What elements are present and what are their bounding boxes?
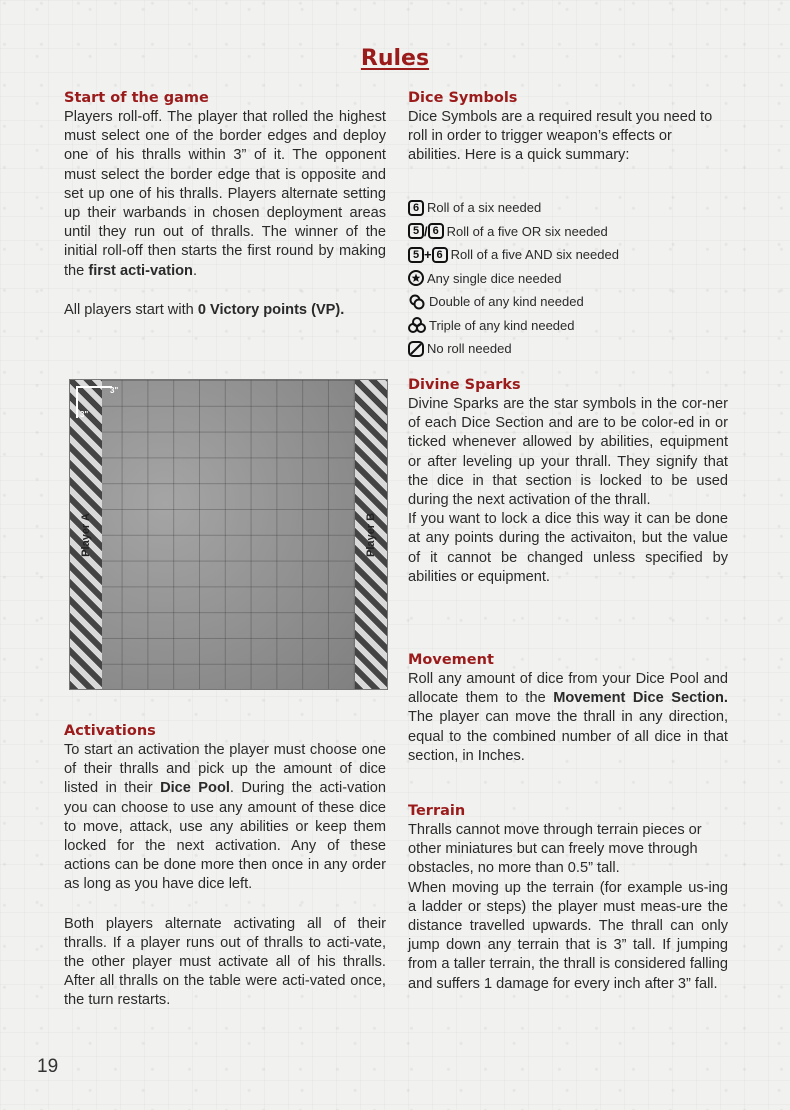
dice-heading: Dice Symbols [408,90,518,106]
any-dice-icon [408,270,424,286]
symbol-row: 5 / 6 Roll of a five OR six needed [408,220,619,244]
activations-text-1: To start an activation the player must choose one of their thralls and pick up the amount of dice listed in their Dice Pool. During the acti-vation you can choose to use any amount of these dice to move, attack, use any abilities or keep them locked for the next activation. Any of these actions can be done more then once in any order as long as you have dice left. [64,742,387,893]
terrain-heading: Terrain [408,803,466,819]
sparks-text-2: If you want to lock a dice this way it can be done at any points during the activaiton, but the value of it cannot be changed unless specified by abilities or equipment. [408,511,728,585]
player-a-label: Player A [79,512,92,557]
vp-text: All players start with 0 Victory points (VP). [64,301,345,318]
movement-heading: Movement [408,652,494,668]
dice-symbol-list [408,196,619,361]
start-text: Players roll-off. The player that rolled the highest must select one of the border edges and deploy one of his thralls within 3” of it. The opponent must select the border edge that is opposite and set up one of his thralls. Players alternate setting up their warbands in chosen deployment areas until they run out of thralls. The winner of the initial roll-off then starts the first round by making the first acti-vation. [64,109,386,279]
corner-label-top: 3" [110,386,119,395]
symbol-row: Any single dice needed [408,267,619,291]
six-dice-icon: 6 [408,200,424,216]
terrain-text-2: When moving up the terrain (for example us-ing a ladder or steps) the player must meas-ure the distance travelled upwards. The thrall can only jump down any terrain that is 3” tall. If jumping from a taller terrain, the thrall is considered falling and suffers 1 damage for every inch after 3” fall. [408,879,728,992]
symbol-row: 6 Roll of a six needed [408,196,619,220]
symbol-row: 5 + 6 Roll of a five AND six needed [408,243,619,267]
movement-text: Roll any amount of dice from your Dice Pool and allocate them to the Movement Dice Section. The player can move the thrall in any direction, equal to the combined number of all dice in that section, in Inches. [408,671,728,764]
movement-section [408,651,728,766]
no-roll-icon [408,341,424,357]
symbol-row: No roll needed [408,337,619,361]
game-board-diagram [69,379,388,690]
sparks-section [408,376,728,587]
player-b-label: Player B [364,512,377,557]
terrain-section [408,802,728,994]
page-number: 19 [37,1056,59,1077]
sparks-text-1: Divine Sparks are the star symbols in the cor-ner of each Dice Section and are to be color-ed in or ticked whenever allowed by abilities, equipment or after leveling up your thrall. They signify that the dice in that section is locked to be used during the next activation of the thrall. [408,396,728,509]
start-heading: Start of the game [64,90,209,106]
page-title: Rules [360,46,430,71]
activations-section [64,722,386,1011]
activations-text-2: Both players alternate activating all of their thralls. If a player runs out of thralls to acti-vate, the other player must activate all of his thralls. After all thralls on the table were acti-vated once, the turn restarts. [64,915,386,1009]
symbol-row: Double of any kind needed [408,290,619,314]
five-and-six-dice-icon: 5 + 6 [408,243,448,267]
sparks-heading: Divine Sparks [408,377,521,393]
corner-label-left: 3" [80,410,89,419]
terrain-text-1: Thralls cannot move through terrain pieces or other miniatures but can freely move through obstacles, no more than 0.5” tall. [408,822,702,877]
symbol-row: Triple of any kind needed [408,314,619,338]
dice-section [408,89,728,166]
five-or-six-dice-icon: 5 / 6 [408,220,444,244]
start-section [64,89,386,320]
activations-heading: Activations [64,723,156,739]
triple-dice-icon [408,317,426,333]
double-dice-icon [408,294,426,310]
dice-text: Dice Symbols are a required result you need to roll in order to trigger weapon’s effects or abilities. Here is a quick summary: [408,109,713,164]
